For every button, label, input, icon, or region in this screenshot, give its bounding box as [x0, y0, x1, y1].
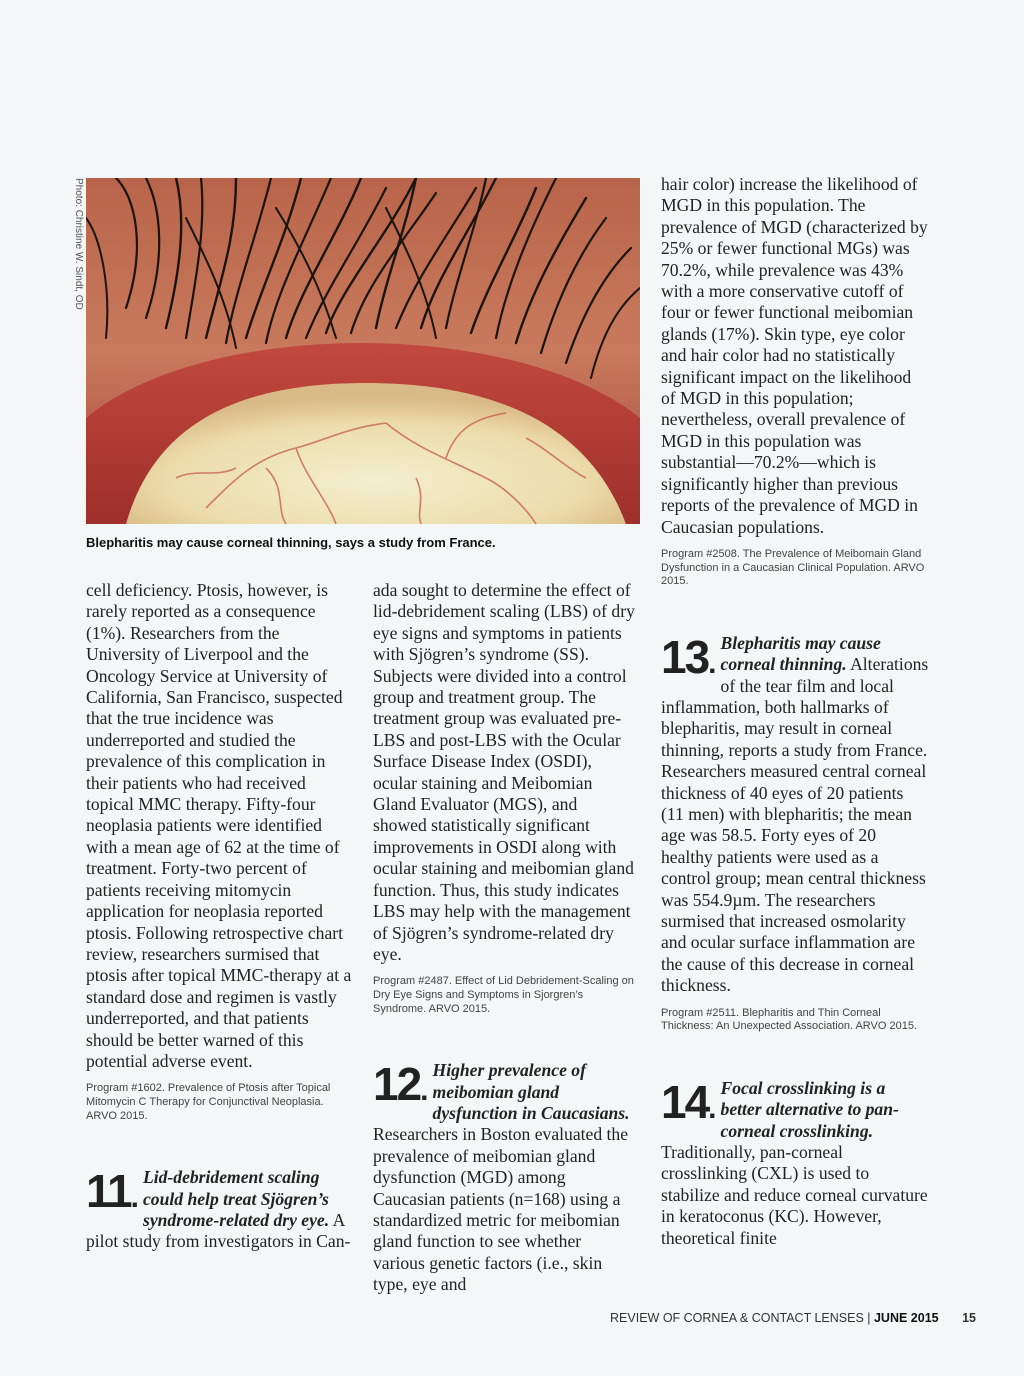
issue-date: JUNE 2015: [873, 1311, 939, 1325]
column-1: [86, 580, 352, 1253]
section-title: Focal crosslinking is a better alternative to pan-corneal crosslinking.: [720, 1077, 899, 1141]
section-number: 13.: [661, 630, 715, 683]
photo-credit: Photo: Christine W. Sindt, OD: [73, 178, 84, 310]
section-text: A pilot study from investigators in Can-: [86, 1209, 351, 1252]
article-text: hair color) increase the likelihood of MGD in this population. The prevalence of MGD (characterized by 25% or fewer functional MGs) was 70.2%, while prevalence was 43% with a more conservative cutoff of four or fewer functional meibomian glands (17%). Skin type, eye color and hair color had no statistically significant impact on the likelihood of MGD in this population; nevertheless, overall prevalence of MGD in this population was substantial—70.2%—which is significantly higher than previous reports of the prevalence of MGD in Caucasian populations.: [661, 174, 928, 537]
column-3: [661, 174, 929, 1249]
section-title: Lid-debridement scaling could help treat Sjögren’s syndrome-related dry eye.: [142, 1167, 330, 1230]
section-13: [661, 630, 929, 997]
section-number: 11.: [86, 1165, 137, 1218]
section-14: [661, 1075, 929, 1249]
program-reference: Program #2487. Effect of Lid Debridement-Scaling on Dry Eye Signs and Symptoms in Sjorgren’s Syndrome. ARVO 2015.: [373, 975, 634, 1015]
eyelid-photo: [86, 178, 640, 524]
page-number: 15: [962, 1311, 976, 1325]
column-2: [373, 580, 635, 1296]
section-text: Researchers in Boston evaluated the prevalence of meibomian gland dysfunction (MGD) among Caucasian patients (n=168) using a standardized metric for meibomian gland function to see whether various genetic factors (i.e., skin type, eye and: [373, 1124, 629, 1295]
section-12: [373, 1060, 635, 1295]
photo-caption: Blepharitis may cause corneal thinning, says a study from France.: [86, 535, 496, 550]
section-number: 12.: [373, 1058, 427, 1111]
section-number: 14.: [661, 1075, 715, 1128]
program-reference: Program #2511. Blepharitis and Thin Corneal Thickness: An Unexpected Association. ARVO 2015.: [661, 1006, 918, 1033]
journal-name: REVIEW OF CORNEA & CONTACT LENSES |: [610, 1311, 871, 1325]
section-title: Blepharitis may cause corneal thinning.: [720, 632, 881, 675]
article-text: ada sought to determine the effect of lid-debridement scaling (LBS) of dry eye signs and symptoms in patients with Sjögren’s syndrome (SS). Subjects were divided into a control group and treatment group. The treatment group was evaluated pre-LBS and post-LBS with the Ocular Surface Disease Index (OSDI), ocular staining and Meibomian Gland Evaluator (MGS), and showed statistically significant improvements in OSDI along with ocular staining and meibomian gland function. Thus, this study indicates LBS may help with the management of Sjögren’s syndrome-related dry eye.: [373, 580, 635, 964]
page-footer: [610, 1311, 976, 1325]
section-11: [86, 1167, 352, 1253]
program-reference: Program #2508. The Prevalence of Meibomain Gland Dysfunction in a Caucasian Clinical Population. ARVO 2015.: [661, 547, 925, 588]
section-text: Traditionally, pan-corneal crosslinking (CXL) is used to stabilize and reduce corneal curvature in keratoconus (KC). However, theoretical finite: [661, 1142, 928, 1248]
program-reference: Program #1602. Prevalence of Ptosis after Topical Mitomycin C Therapy for Conjunctival Neoplasia. ARVO 2015.: [86, 1082, 331, 1122]
section-text: Alterations of the tear film and local inflammation, both hallmarks of blepharitis, may result in corneal thinning, reports a study from France. Researchers measured central corneal thickness of 40 eyes of 20 patients (11 men) with blepharitis; the mean age was 58.5. Forty eyes of 20 healthy patients were used as a control group; mean central thickness was 554.9µm. The researchers surmised that increased osmolarity and ocular surface inflammation are the cause of this decrease in corneal thickness.: [661, 654, 929, 996]
section-title: Higher prevalence of meibomian gland dysfunction in Caucasians.: [432, 1060, 630, 1123]
article-text: cell deficiency. Ptosis, however, is rarely reported as a consequence (1%). Researchers from the University of Liverpool and the Oncology Service at University of California, San Francisco, suspected that the true incidence was underreported and studied the prevalence of this complication in their patients who had received topical MMC therapy. Fifty-four neoplasia patients were identified with a mean age of 62 at the time of treatment. Forty-two percent of patients receiving mitomycin application for neoplasia reported ptosis. Following retrospective chart review, researchers surmised that ptosis after topical MMC-therapy at a standard dose and regimen is vastly underreported, and that patients should be better warned of this potential adverse event.: [86, 580, 352, 1071]
